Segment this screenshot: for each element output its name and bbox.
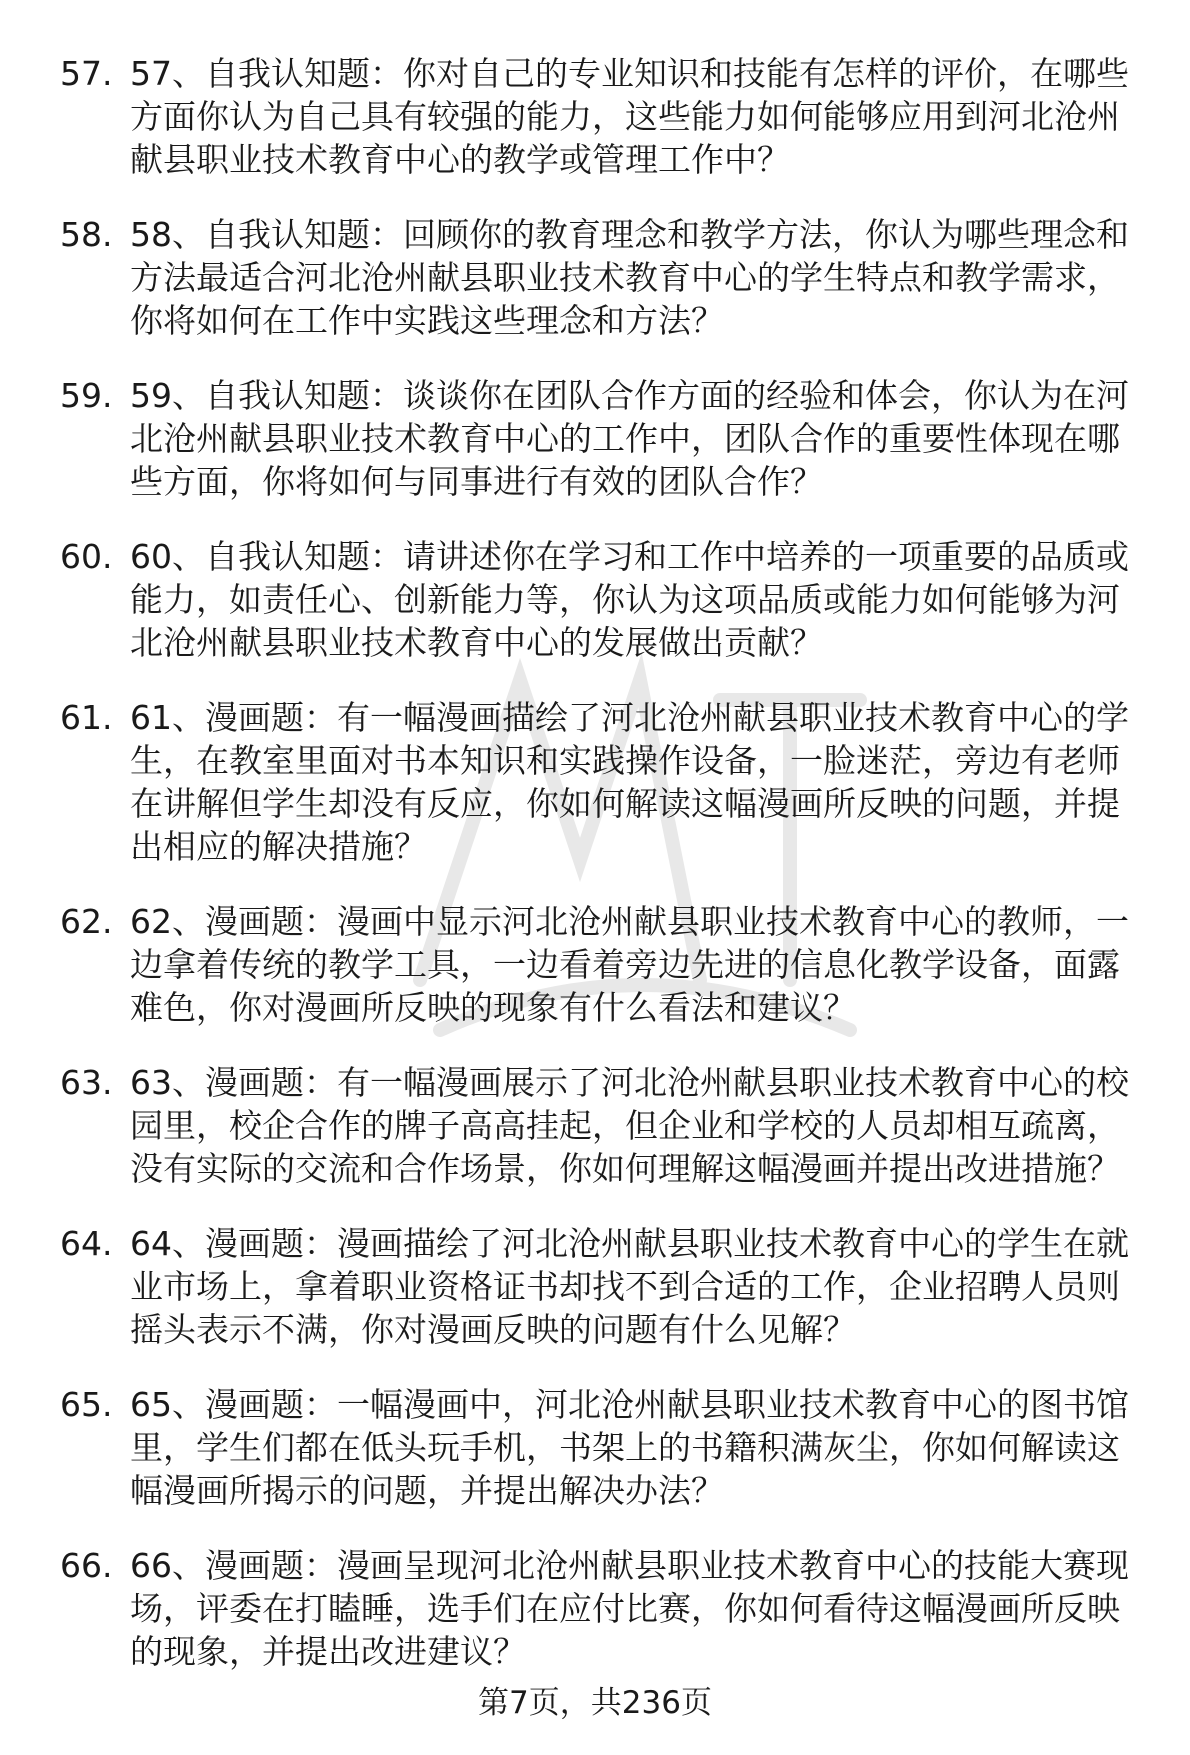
question-item-64 xyxy=(60,1222,1150,1351)
question-number: 66. xyxy=(60,1546,113,1585)
question-text: 63、漫画题：有一幅漫画展示了河北沧州献县职业技术教育中心的校园里，校企合作的牌子高高挂起，但企业和学校的人员却相互疏离，没有实际的交流和合作场景，你如何理解这幅漫画并提出改进措施？ xyxy=(130,1063,1129,1188)
question-number: 62. xyxy=(60,902,113,941)
question-item-59 xyxy=(60,374,1150,503)
question-list xyxy=(60,52,1150,1705)
question-item-63 xyxy=(60,1061,1150,1190)
question-number: 65. xyxy=(60,1385,113,1424)
question-item-62 xyxy=(60,900,1150,1029)
question-text: 57、自我认知题：你对自己的专业知识和技能有怎样的评价，在哪些方面你认为自己具有较强的能力，这些能力如何能够应用到河北沧州献县职业技术教育中心的教学或管理工作中？ xyxy=(130,54,1129,179)
question-item-66 xyxy=(60,1544,1150,1673)
question-text: 60、自我认知题：请讲述你在学习和工作中培养的一项重要的品质或能力，如责任心、创新能力等，你认为这项品质或能力如何能够为河北沧州献县职业技术教育中心的发展做出贡献？ xyxy=(130,537,1129,662)
page-number-label: 第7页，共236页 xyxy=(478,1685,712,1721)
question-item-61 xyxy=(60,696,1150,868)
question-text: 64、漫画题：漫画描绘了河北沧州献县职业技术教育中心的学生在就业市场上，拿着职业资格证书却找不到合适的工作，企业招聘人员则摇头表示不满，你对漫画反映的问题有什么见解？ xyxy=(130,1224,1129,1349)
question-number: 59. xyxy=(60,376,113,415)
question-text: 65、漫画题：一幅漫画中，河北沧州献县职业技术教育中心的图书馆里，学生们都在低头玩手机，书架上的书籍积满灰尘，你如何解读这幅漫画所揭示的问题，并提出解决办法？ xyxy=(130,1385,1129,1510)
question-number: 57. xyxy=(60,54,113,93)
question-number: 61. xyxy=(60,698,113,737)
question-text: 58、自我认知题：回顾你的教育理念和教学方法，你认为哪些理念和方法最适合河北沧州献县职业技术教育中心的学生特点和教学需求，你将如何在工作中实践这些理念和方法？ xyxy=(130,215,1129,340)
question-number: 60. xyxy=(60,537,113,576)
question-text: 62、漫画题：漫画中显示河北沧州献县职业技术教育中心的教师，一边拿着传统的教学工具，一边看着旁边先进的信息化教学设备，面露难色，你对漫画所反映的现象有什么看法和建议？ xyxy=(130,902,1129,1027)
question-text: 61、漫画题：有一幅漫画描绘了河北沧州献县职业技术教育中心的学生，在教室里面对书本知识和实践操作设备，一脸迷茫，旁边有老师在讲解但学生却没有反应，你如何解读这幅漫画所反映的问题，并提出相应的解决措施？ xyxy=(130,698,1129,866)
question-item-58 xyxy=(60,213,1150,342)
question-item-57 xyxy=(60,52,1150,181)
question-number: 63. xyxy=(60,1063,113,1102)
question-text: 59、自我认知题：谈谈你在团队合作方面的经验和体会，你认为在河北沧州献县职业技术教育中心的工作中，团队合作的重要性体现在哪些方面，你将如何与同事进行有效的团队合作？ xyxy=(130,376,1129,501)
page-footer xyxy=(0,1683,1190,1723)
question-text: 66、漫画题：漫画呈现河北沧州献县职业技术教育中心的技能大赛现场，评委在打瞌睡，选手们在应付比赛，你如何看待这幅漫画所反映的现象，并提出改进建议？ xyxy=(130,1546,1129,1671)
question-item-60 xyxy=(60,535,1150,664)
question-number: 64. xyxy=(60,1224,113,1263)
question-item-65 xyxy=(60,1383,1150,1512)
question-number: 58. xyxy=(60,215,113,254)
